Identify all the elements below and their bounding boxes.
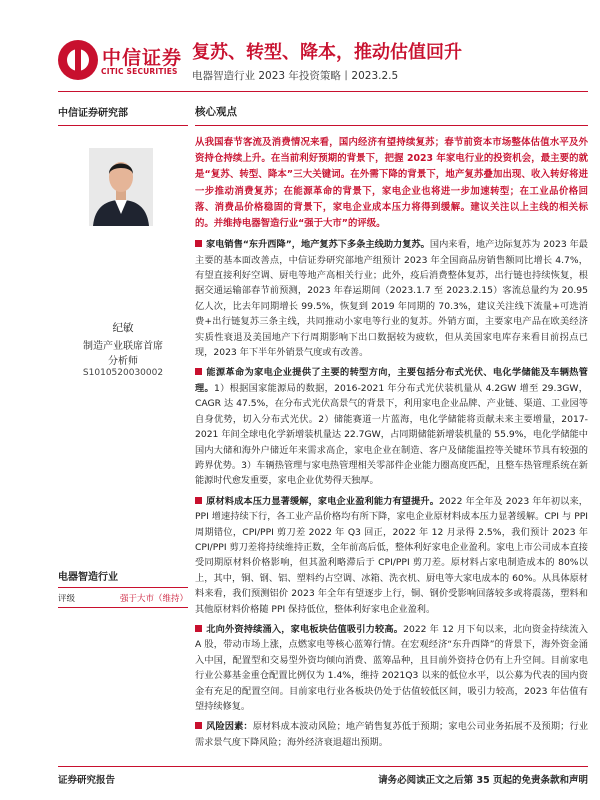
paragraph-lead: 家电销售“东升西降”，地产复苏下多条主线助力复苏。 — [206, 239, 430, 251]
rating-header: 电器智造行业 — [58, 568, 188, 588]
paragraph-risk-factors — [195, 719, 588, 750]
paragraph-energy-transition — [195, 365, 588, 488]
analyst-photo — [89, 148, 153, 226]
citic-logo-icon — [58, 40, 98, 80]
bullet-icon — [195, 240, 202, 247]
paragraph-lead: 能源革命为家电企业提供了主要的转型方向，主要包括分布式光伏、电化学储能及车辆热管理。 — [195, 367, 588, 394]
section-heading: 核心观点 — [195, 104, 588, 126]
paragraph-cost-relief — [195, 494, 588, 617]
footer-divider — [58, 766, 588, 767]
rating-block — [58, 568, 188, 608]
analyst-title: 分析师 — [108, 356, 138, 367]
footer-left-label: 证券研究报告 — [58, 775, 116, 786]
rating-row — [58, 588, 188, 608]
paragraph-body: 国内来看，地产边际复苏为 2023 年最主要的基本面改善点，中信证券研究部地产组预计 2023 年全国商品房销售额同比增长 4.7%，有望直接利好空调、厨电等地产高相关行业；此外，疫后消费整体复苏，出行链也持续恢复，根据交通运输部春节前预测，2023 年春运期间（2023.1.7 至 2023.2.15）客流总量约为 20.95 亿人次，比去年同期增长 99.5%，恢复到 2019 年同期的 70.3%，建议关注线下流量+可选消费+出行链复苏三条主线，共同推动小家电等行业的复苏。外销方面，主要家电产品在欧美经济实质性衰退及美国地产下行周期影响下出口数据较为疲软，但从美国家电库存来看目前拐点已现，2023 年下半年外销景气度或有改善。 — [195, 239, 588, 359]
bullet-icon — [195, 497, 202, 504]
rating-value: 强于大市（维持） — [119, 594, 188, 604]
bullet-icon — [195, 368, 202, 375]
paragraph-body: 2022 年全年及 2023 年年初以来，PPI 增速持续下行，各工业产品价格均有所下降，家电企业原材料成本压力显著缓解。CPI 与 PPI 周期错位，CPI/PPI 剪刀差 2022 年 Q3 回正，2022 年 12 月录得 2.5%，我们预计 2023 年 CPI/PPI 剪刀差将持续维持正数，全年前高后低，整体利好家电企业盈利。家电上市公司成本直接受同期原材料价格影响，但其盈利略滞后于 CPI/PPI 剪刀差。原材料占家电制造成本的 80%以上，其中，铜、钢、铝、塑料约占空调、冰箱、洗衣机、厨电等大家电成本的 60%。从具体原材料来看，我们预测铝价 2023 年全年有望逐步上行，铜、钢价受影响回落较多或将震荡，塑料和其他原材料价格随 PPI 保持低位，整体利好家电企业盈利。 — [195, 495, 588, 615]
summary-paragraph: 从我国春节客流及消费情况来看，国内经济有望持续复苏；春节前资本市场整体估值水平及外资持仓持续上升。在当前利好预期的背景下，把握 2023 年家电行业的投资机会，最主要的就是“复苏、转型、降本”三大关键词。在外需下降的背景下，地产复苏叠加出现、收入转好将进一步推动消费复苏；在能源革命的背景下，家电企业也将进一步加速转型；在工业品价格回落、消费品价格稳固的背景下，家电企业成本压力将得到缓解。建议关注以上主线的相关标的。并维持电器智造行业“强于大市”的评级。 — [195, 137, 588, 230]
main-content — [195, 104, 588, 750]
paragraph-body: 2022 年 12 月下旬以来，北向资金持续流入 A 股，带动市场上涨，点燃家电等核心蓝筹行情。在宏观经济“东升西降”的背景下，海外资金涌入中国，配置型和交易型外资均倾向消费、蓝筹品种，且目前外资持仓仍有上升空间。目前家电行业公募基金重仓配置比例仅为 1.4%，维持 2021Q3 以来的低位水平，以公募为代表的国内资金有充足的配置空间。目前家电行业各板块仍处于估值较低区间，吸引力较高，2023 年估值有望持续修复。 — [195, 623, 588, 712]
analyst-name: 纪敏 — [112, 322, 134, 334]
report-title: 复苏、转型、降本，推动估值回升 — [192, 42, 462, 63]
paragraph-body: 原材料成本波动风险；地产销售复苏低于预期；家电公司业务拓展不及预期；行业需求景气度下降风险；海外经济衰退超出预期。 — [195, 721, 589, 748]
report-subtitle: 电器智造行业 2023 年投资策略丨2023.2.5 — [192, 70, 399, 82]
paragraph-lead: 北向外资持续涌入，家电板块估值吸引力较高。 — [206, 623, 404, 635]
bullet-icon — [195, 722, 202, 729]
header-divider — [58, 91, 588, 92]
sidebar-header: 中信证券研究部 — [58, 104, 188, 126]
paragraph-lead: 原材料成本压力显著缓解，家电企业盈利能力有望提升。 — [206, 495, 440, 507]
analyst-role: 制造产业联席首席 — [83, 341, 163, 352]
brand-name-en: CITIC SECURITIES — [101, 67, 178, 76]
paragraph-foreign-inflow — [195, 622, 588, 714]
brand-name-cn: 中信证券 — [102, 47, 183, 69]
bullet-icon — [195, 625, 202, 632]
footer-disclaimer: 请务必阅读正文之后第 35 页起的免责条款和声明 — [378, 775, 588, 786]
analyst-license-id: S1010520030002 — [82, 368, 164, 378]
paragraph-consumer-recovery — [195, 237, 588, 360]
paragraph-body: 1）根据国家能源局的数据，2016-2021 年分布式光伏装机量从 4.2GW 增至 29.3GW，CAGR 达 47.5%，在分布式光伏高景气的背景下，利用家电企业品牌、产业链、渠道、工业园等自身优势，切入分布式光伏。2）储能赛道一片蓝海，电化学储能将贡献未来主要增量，2017-2021 年间全球电化学新增装机量达 22.7GW，占同期储能新增装机量的 55.9%，电化学储能中国内大储和海外户储近年来需求高企，家电企业在制造、客户及储能温控等关键环节具有较强的跨界优势。3）车辆热管理与家电热管理相关零部件企业能力圈高度匹配，且整车热管理系统在新能源时代愈发重要，家电企业优势得天独厚。 — [195, 382, 588, 487]
paragraph-lead: 风险因素： — [206, 721, 253, 733]
rating-label: 评级 — [58, 594, 76, 604]
sidebar — [58, 104, 188, 378]
report-header — [0, 0, 600, 92]
